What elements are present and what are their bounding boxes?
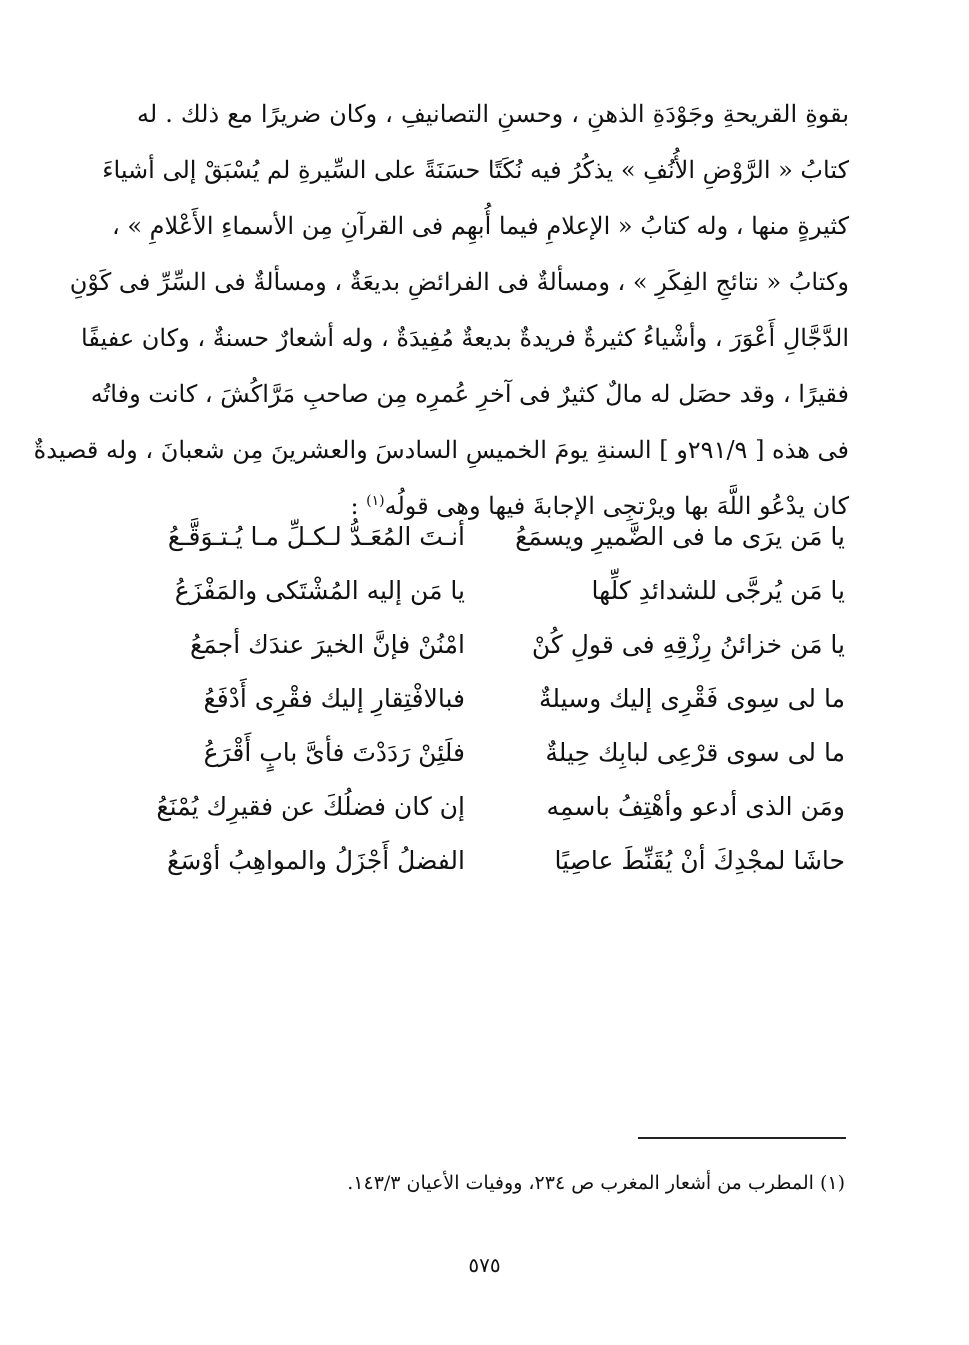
verse-first-hemistich: يا مَن خزائنُ رِزْقِهِ فى قولِ كُنْ [531, 630, 845, 659]
verse-second-hemistich: فلَئِنْ رَدَدْتَ فأىَّ بابٍ أَقْرَعُ [203, 738, 465, 767]
verse-first-hemistich: ومَن الذى أدعو وأهْتِفُ باسمِه [546, 792, 845, 821]
verse-second-hemistich: أنـتَ المُعَـدُّ لـكـلِّ مـا يُـتـوَقَّـعُ [167, 522, 465, 551]
verse-first-hemistich: يا مَن يُرجَّى للشدائدِ كلِّها [591, 576, 845, 605]
poem-verse [145, 618, 845, 672]
verse-first-hemistich: ما لى سوى قرْعِى لبابِك حِيلةٌ [545, 738, 845, 767]
prose-line: بقوةِ القريحةِ وجَوْدَةِ الذهنِ ، وحسنِ التصانيفِ ، وكان ضريرًا مع ذلك . له [137, 100, 849, 128]
prose-line: فى هذه [ ٢٩١/٩و ] السنةِ يومَ الخميسِ السادسَ والعشرينَ مِن شعبانَ ، وله قصيدةٌ [33, 436, 849, 464]
verse-second-hemistich: الفضلُ أَجْزَلُ والمواهِبُ أوْسَعُ [167, 846, 465, 875]
prose-line-end: : [350, 492, 367, 520]
footnote-marker: (١) [366, 493, 385, 509]
verse-second-hemistich: فبالافْتِقارِ إليك فقْرِى أَدْفَعُ [203, 684, 465, 713]
prose-line-text: كان يدْعُو اللَّهَ بها ويرْتجِى الإجابةَ فيها وهى قولُه [384, 492, 849, 520]
poem-verse [145, 672, 845, 726]
poem-verse [145, 834, 845, 888]
verse-second-hemistich: إن كان فضلُكَ عن فقيرِك يُمْنَعُ [156, 792, 465, 821]
poem-verse [145, 780, 845, 834]
page-number: ٥٧٥ [468, 1253, 501, 1277]
prose-line: كتابُ « الرَّوْضِ الأُنُفِ » يذكُرُ فيه نُكَتًا حسَنَةً على السِّيرةِ لم يُسْبَقْ إلى أشياءَ [102, 156, 849, 184]
verse-first-hemistich: يا مَن يرَى ما فى الضَّميرِ ويسمَعُ [515, 522, 845, 551]
poem [145, 510, 845, 888]
poem-verse [145, 510, 845, 564]
poem-verse [145, 726, 845, 780]
footnote-divider [638, 1137, 846, 1139]
prose-line: وكتابُ « نتائجِ الفِكَرِ » ، ومسألةٌ فى الفرائضِ بديعَةٌ ، ومسألةٌ فى السِّرِّ فى كَوْنِ [69, 268, 849, 296]
prose-block [33, 86, 849, 534]
verse-second-hemistich: يا مَن إليه المُشْتَكى والمَفْزَعُ [174, 576, 465, 605]
verse-first-hemistich: ما لى سِوى فَقْرِى إليك وسيلةٌ [538, 684, 845, 713]
prose-line: كثيرةٍ منها ، وله كتابُ « الإعلامِ فيما أُبهِم فى القرآنِ مِن الأسماءِ الأَعْلامِ » ، [111, 212, 849, 240]
verse-first-hemistich: حاشَا لمجْدِكَ أنْ يُقَنِّطَ عاصِيًا [554, 846, 845, 875]
verse-second-hemistich: امْنُنْ فإنَّ الخيرَ عندَك أجمَعُ [189, 630, 465, 659]
prose-line: فقيرًا ، وقد حصَل له مالٌ كثيرٌ فى آخرِ عُمرِه مِن صاحبِ مَرَّاكُشَ ، كانت وفاتُه [90, 380, 849, 408]
prose-line: الدَّجَّالِ أَعْوَرَ ، وأشْياءُ كثيرةٌ فريدةٌ بديعةٌ مُفِيدَةٌ ، وله أشعارٌ حسنةٌ ، وكان عفيفًا [81, 324, 849, 352]
footnote: (١) المطرب من أشعار المغرب ص ٢٣٤، ووفيات الأعيان ١٤٣/٣. [347, 1172, 845, 1194]
poem-verse [145, 564, 845, 618]
